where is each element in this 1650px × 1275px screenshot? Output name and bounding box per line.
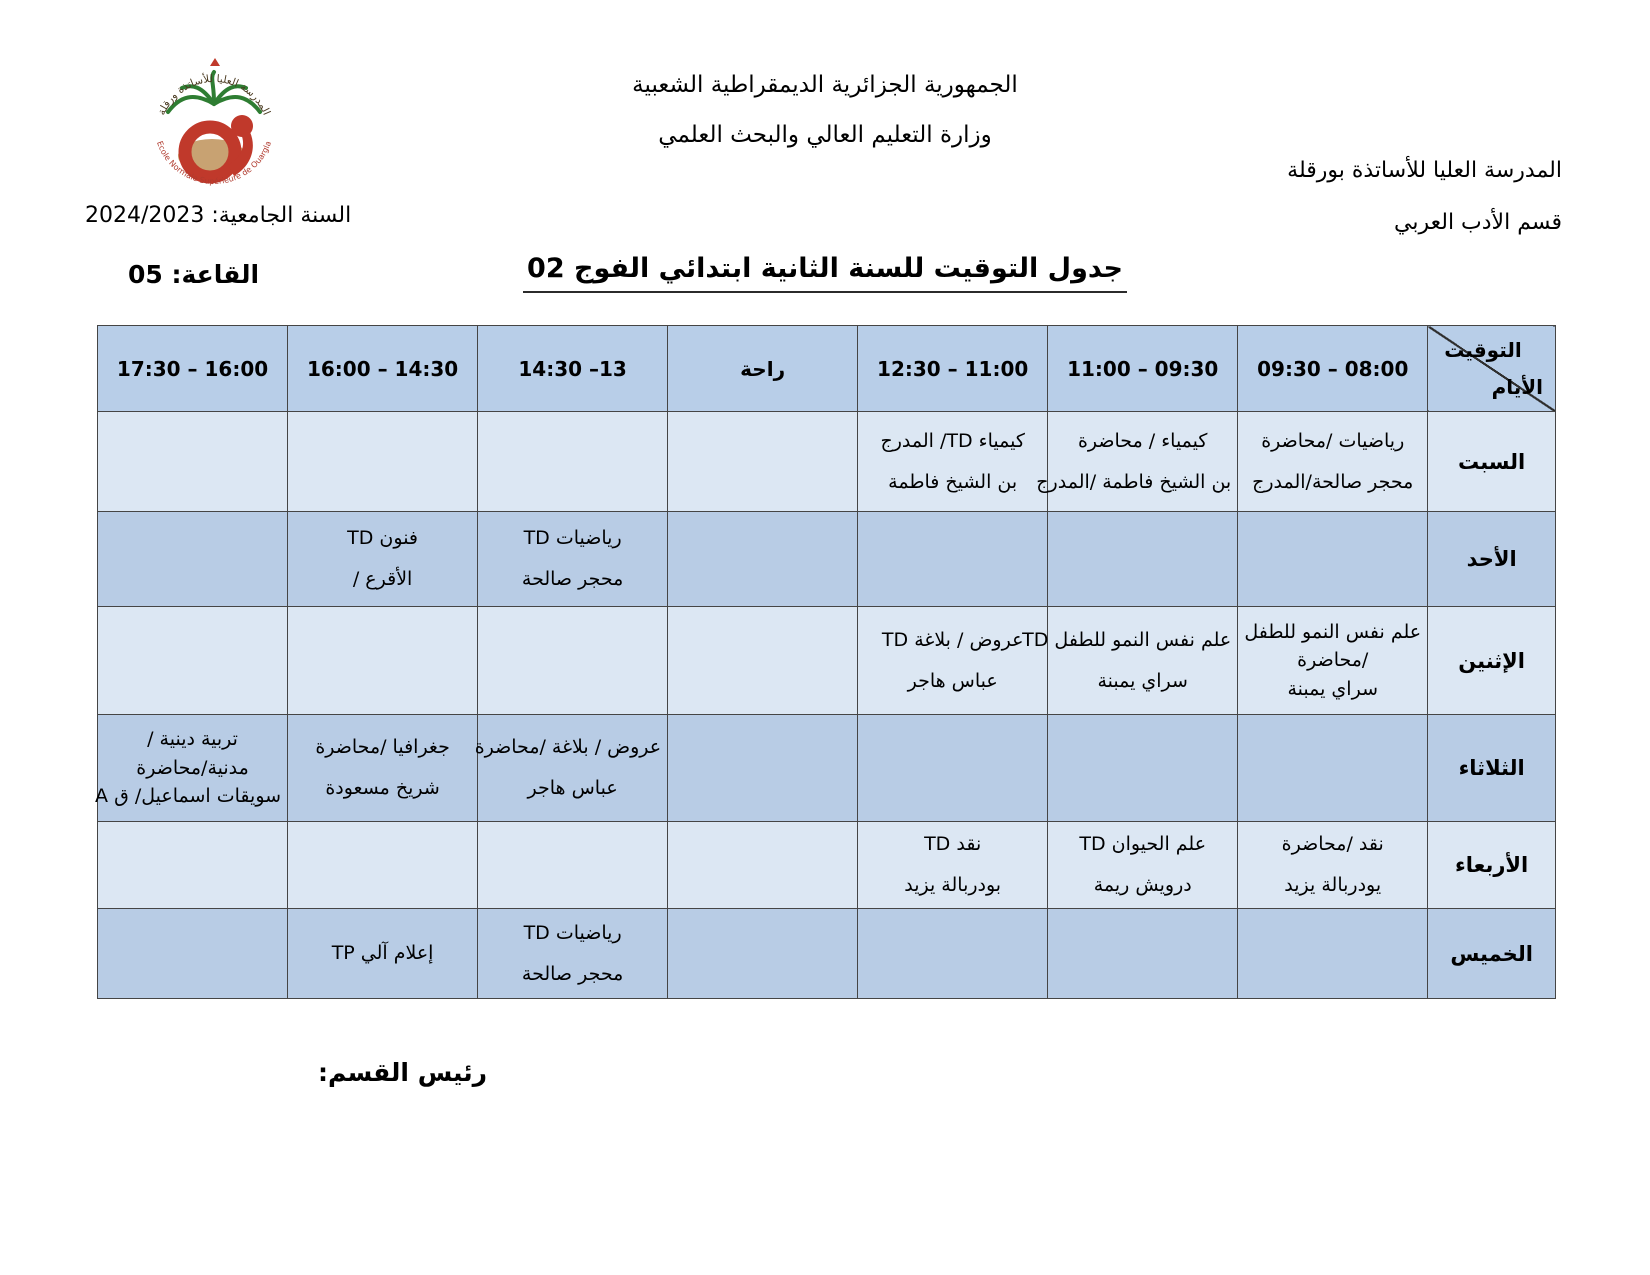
cell-line: إعلام آلي TP — [331, 942, 434, 965]
timetable-cell — [1048, 822, 1238, 909]
day-row — [98, 715, 1556, 822]
department-name: قسم الأدب العربي — [1394, 210, 1562, 235]
signature-label: رئيس القسم: — [318, 1058, 488, 1087]
time-slot-label: 11:00 – 09:30 — [1067, 356, 1219, 381]
cell-line: علم الحيوان TD — [1079, 833, 1207, 856]
title-row — [0, 253, 1650, 293]
day-label: الخميس — [1428, 909, 1556, 999]
logo-arc-text-top: المدرسة العليا للأساتذة ورقلة — [155, 72, 273, 118]
cell-line: الأقرع / — [352, 568, 413, 590]
timetable-cell — [668, 909, 858, 999]
timetable-cell — [98, 412, 288, 512]
cell-line: سويقات اسماعيل/ ق A — [95, 785, 282, 808]
time-slot-header — [288, 326, 478, 412]
day-label: الأحد — [1428, 512, 1556, 607]
corner-label-days: الأيام — [1491, 375, 1543, 399]
timetable-cell — [1048, 512, 1238, 607]
timetable-head — [98, 326, 1556, 412]
timetable-cell — [668, 607, 858, 715]
school-name: المدرسة العليا للأساتذة بورقلة — [1287, 158, 1562, 183]
timetable-cell — [1238, 512, 1428, 607]
time-slot-header — [478, 326, 668, 412]
timetable-cell — [98, 607, 288, 715]
time-slot-header — [98, 326, 288, 412]
time-slot-label: 09:30 – 08:00 — [1257, 356, 1409, 381]
timetable-cell — [1048, 715, 1238, 822]
cell-line: /محاضرة — [1297, 649, 1369, 672]
day-row — [98, 607, 1556, 715]
timetable-cell — [288, 909, 478, 999]
break-header — [668, 326, 858, 412]
cell-line: رياضيات TD — [523, 921, 622, 944]
cell-line: درويش ريمة — [1093, 874, 1192, 896]
time-slot-label: راحة — [740, 356, 786, 381]
cell-line: نقد /محاضرة — [1281, 833, 1384, 856]
timetable-cell — [288, 715, 478, 822]
cell-line: محجر صالحة/المدرج — [1252, 470, 1414, 493]
timetable-body — [95, 412, 1556, 999]
cell-line: علم نفس النمو للطفل TD — [1022, 628, 1232, 651]
timetable-cell — [668, 412, 858, 512]
timetable-cell — [858, 412, 1048, 512]
corner-header-cell — [1428, 326, 1556, 412]
timetable-cell — [858, 822, 1048, 909]
day-row — [98, 909, 1556, 999]
time-slot-header — [1238, 326, 1428, 412]
day-row — [98, 412, 1556, 512]
day-row — [98, 822, 1556, 909]
cell-line: عباس هاجر — [527, 777, 618, 799]
cell-line: عباس هاجر — [907, 669, 998, 692]
timetable-cell — [288, 822, 478, 909]
cell-line: يودربالة يزيد — [1284, 874, 1382, 896]
time-slot-label: 14:30 –13 — [518, 356, 627, 381]
academic-year: السنة الجامعية: 2024/2023 — [85, 203, 352, 228]
timetable-cell — [1238, 607, 1428, 715]
cell-line: بن الشيخ فاطمة — [888, 470, 1018, 493]
timetable-cell — [478, 412, 668, 512]
cell-line: سراي يمبنة — [1287, 677, 1378, 700]
cell-line: سراي يمبنة — [1097, 669, 1188, 692]
republic-line-1: الجمهورية الجزائرية الديمقراطية الشعبية — [632, 72, 1018, 98]
timetable-cell — [1238, 822, 1428, 909]
timetable-cell — [858, 909, 1048, 999]
timetable-cell — [478, 512, 668, 607]
timetable-cell — [1048, 909, 1238, 999]
time-slot-label: 16:00 – 14:30 — [306, 356, 459, 381]
day-label: الثلاثاء — [1428, 715, 1556, 822]
room-number: القاعة: 05 — [128, 260, 260, 289]
timetable-cell — [478, 909, 668, 999]
cell-line: تربية دينية / — [147, 728, 238, 751]
republic-line-2: وزارة التعليم العالي والبحث العلمي — [658, 122, 992, 148]
time-slot-label: 12:30 – 11:00 — [877, 356, 1029, 381]
timetable-cell — [858, 715, 1048, 822]
timetable-cell — [668, 715, 858, 822]
timetable-cell — [288, 512, 478, 607]
timetable-cell — [478, 607, 668, 715]
logo-flag-icon — [210, 58, 220, 66]
cell-line: بن الشيخ فاطمة /المدرج — [1036, 470, 1232, 493]
timetable-cell — [668, 822, 858, 909]
cell-line: جغرافيا /محاضرة — [315, 736, 450, 759]
timetable-cell — [98, 909, 288, 999]
cell-line: رياضيات /محاضرة — [1261, 429, 1405, 452]
timetable-cell — [1238, 909, 1428, 999]
timetable-cell — [98, 822, 288, 909]
timetable-cell — [478, 822, 668, 909]
cell-line: كيمياء TD/ المدرج — [880, 429, 1025, 452]
timetable-cell — [858, 607, 1048, 715]
timetable-cell — [288, 412, 478, 512]
cell-line: عروض / بلاغة TD — [881, 628, 1024, 651]
day-label: السبت — [1428, 412, 1556, 512]
cell-line: رياضيات TD — [523, 527, 622, 550]
day-label: الأربعاء — [1428, 822, 1556, 909]
cell-line: بودربالة يزيد — [904, 874, 1002, 896]
page-title: جدول التوقيت للسنة الثانية ابتدائي الفوج 02 — [523, 253, 1127, 293]
timetable-cell — [1238, 715, 1428, 822]
timetable-cell — [288, 607, 478, 715]
cell-line: نقد TD — [924, 833, 982, 856]
timetable-cell — [474, 715, 668, 822]
cell-line: محجر صالحة — [521, 568, 624, 590]
cell-line: محجر صالحة — [521, 962, 624, 985]
time-slot-header — [1048, 326, 1238, 412]
timetable-cell — [98, 512, 288, 607]
time-slot-header — [858, 326, 1048, 412]
timetable-cell — [95, 715, 288, 822]
time-slot-label: 17:30 – 16:00 — [116, 356, 269, 381]
timetable-cell — [1238, 412, 1428, 512]
cell-line: علم نفس النمو للطفل — [1244, 620, 1422, 643]
corner-label-time: التوقيت — [1444, 338, 1522, 362]
timetable-cell — [1036, 412, 1238, 512]
timetable-cell — [1022, 607, 1238, 715]
header-row — [98, 326, 1556, 412]
cell-line: كيمياء / محاضرة — [1077, 429, 1208, 452]
cell-line: فنون TD — [347, 527, 419, 550]
cell-line: مدنية/محاضرة — [136, 756, 249, 779]
timetable-cell — [668, 512, 858, 607]
logo-arc-text-bottom: Ecole Normale Supérieure de Ouargla — [154, 139, 274, 187]
cell-line: شريخ مسعودة — [325, 777, 440, 799]
day-row — [98, 512, 1556, 607]
timetable-cell — [858, 512, 1048, 607]
day-label: الإثنين — [1428, 607, 1556, 715]
timetable — [97, 325, 1556, 999]
cell-line: عروض / بلاغة /محاضرة — [474, 736, 662, 759]
